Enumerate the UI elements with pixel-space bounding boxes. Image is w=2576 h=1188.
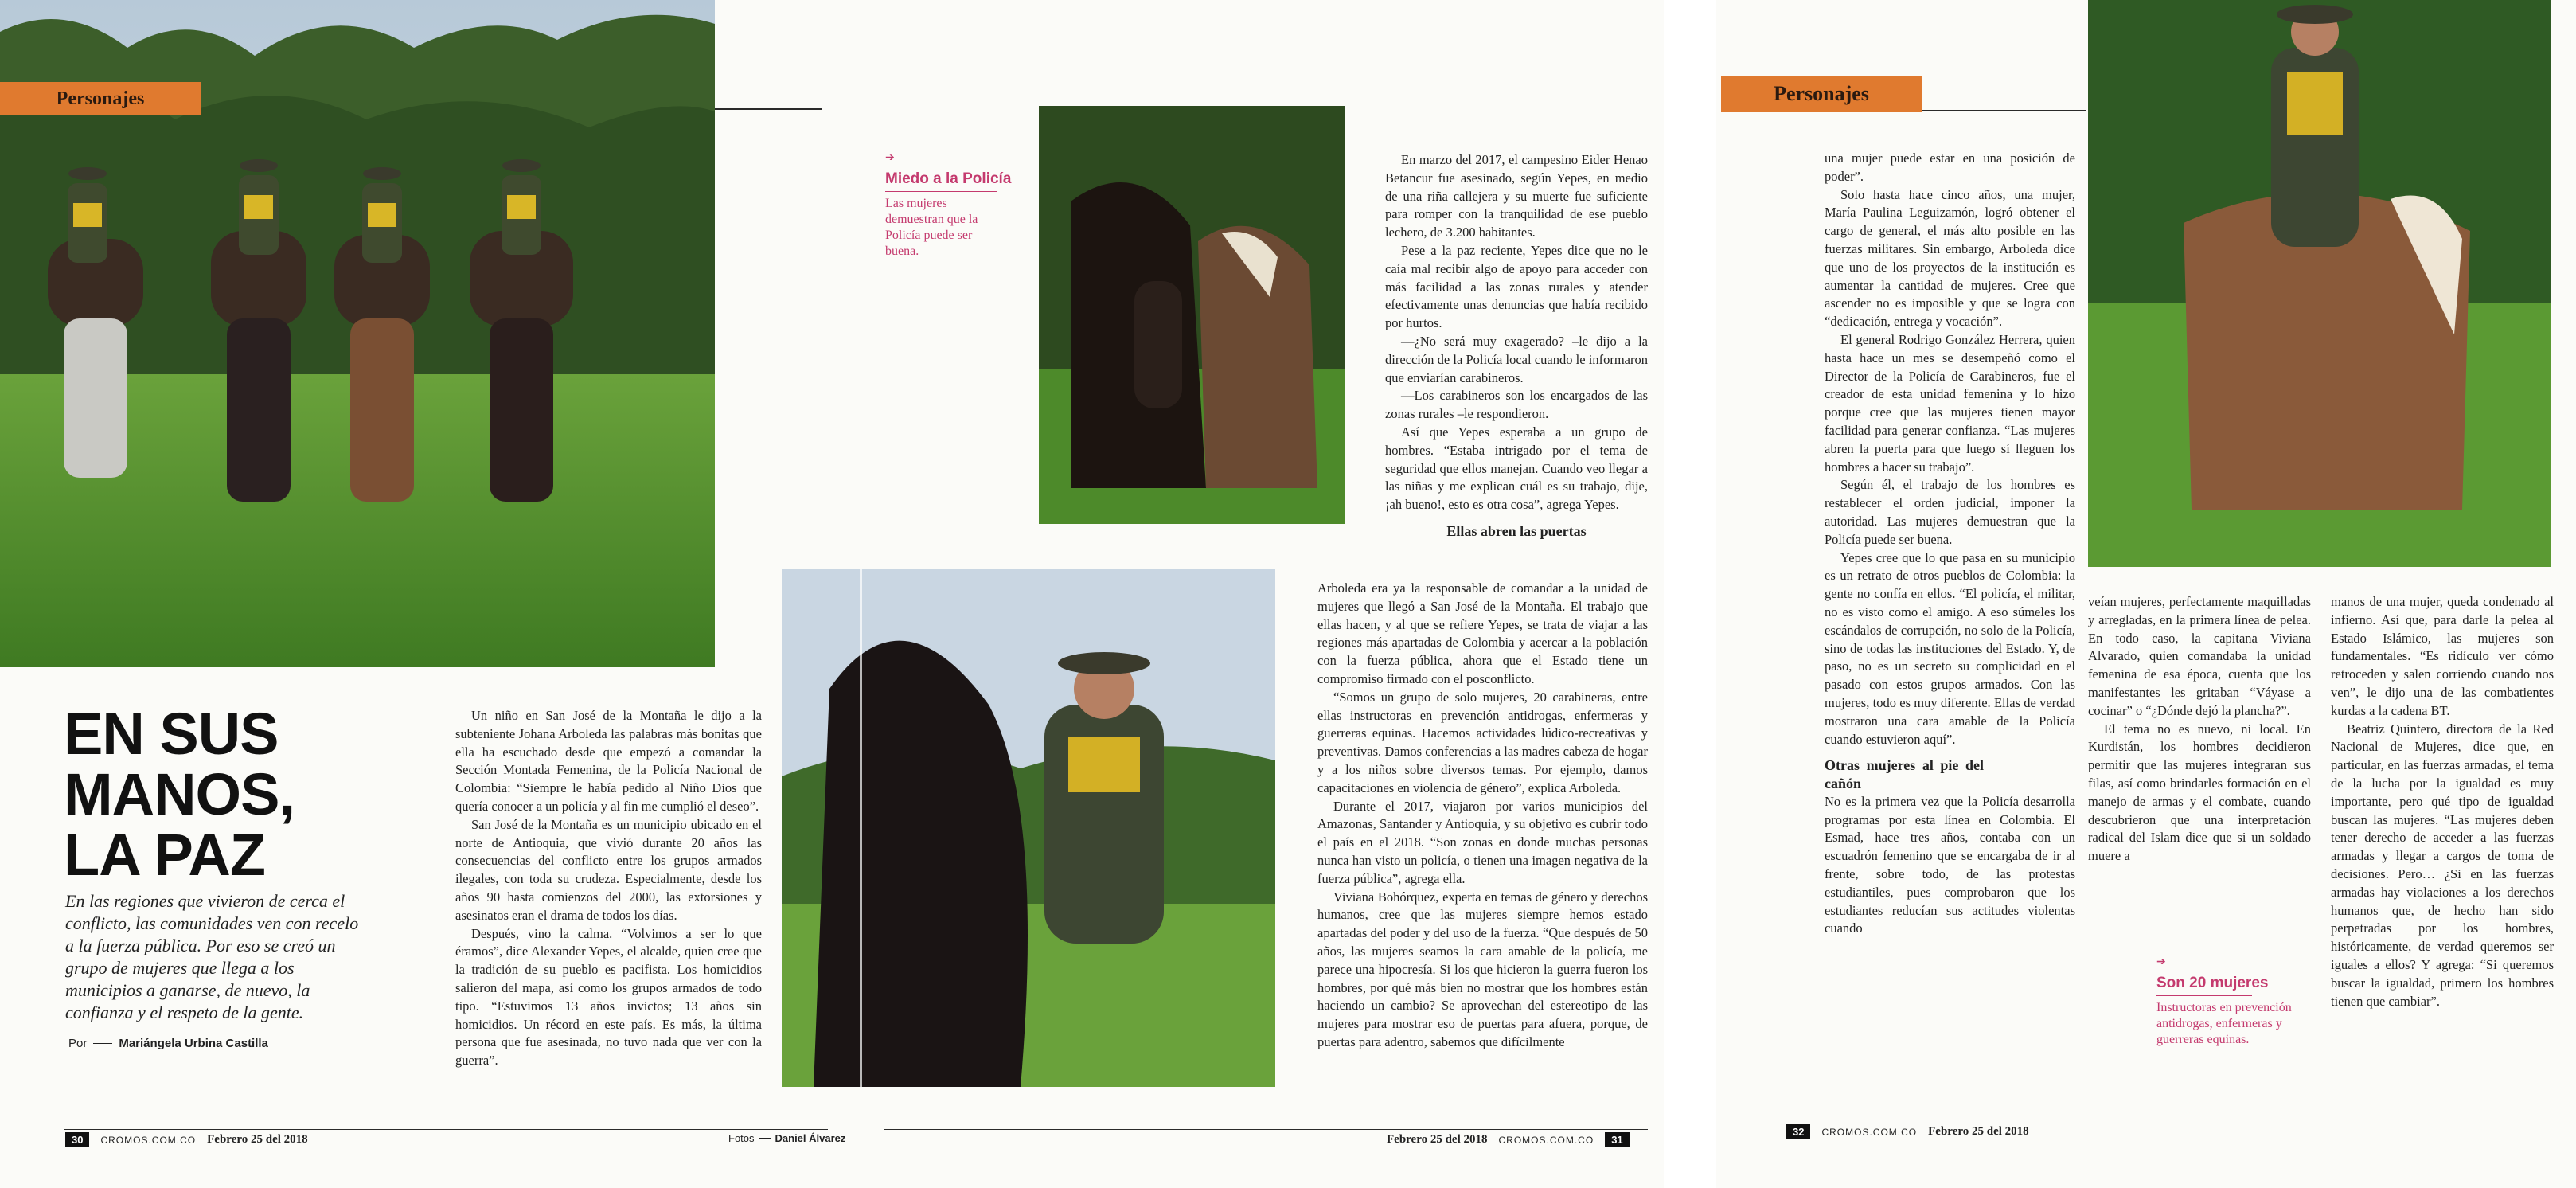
subhead: Otras mujeres al pie del cañón xyxy=(1825,757,1984,792)
paragraph: Según él, el trabajo de los hombres es restablecer el orden judicial, imponer la autoridad. Las mujeres demuestran que la Policía puede ser buena. xyxy=(1825,477,2075,547)
paragraph: “Somos un grupo de solo mujeres, 20 carabineras, entre ellas instructoras en prevención antidrogas, enfermeras y guerreras equinas. Hacemos actividades lúdico-recreativas y preventivas. Damos conferencias a las madres cabeza de hogar y a los niños sobre diversos temas. Por ejemplo, damos capacitaciones en violencia de género”, explica Arboleda. xyxy=(1317,689,1648,795)
photo-divider xyxy=(860,569,862,1087)
paragraph: Beatriz Quintero, directora de la Red Nacional de Mujeres, dice que, en particular, en las fuerzas armadas, el tema de la lucha por la igualdad es muy importante, pero qué tipo de igualdad buscan las mujeres. “Las mujeres deben tener derecho de acceder a las fuerzas armadas y llegar a cargos de toma de decisiones. Pero… ¿Si en las fuerzas armadas hay violaciones a los derechos humanos que, de hecho han sido perpetradas por los hombres, históricamente, de verdad queremos ser iguales a ellos? Y agrega: “Si queremos buscar la igualdad, primero los hombres tienen que cambiar”. xyxy=(2331,721,2554,1009)
deck: En las regiones que vivieron de cerca el conflicto, las comunidades ven con recelo a la fuerza pública. Por eso se creó un grupo de mujeres que llega a los municipios a ganarse, de nuevo, la confianza y el respeto de la gente. xyxy=(65,891,359,1022)
sidebar-arrow-icon: ➔ xyxy=(885,152,895,164)
photo-credit-prefix: Fotos xyxy=(728,1132,755,1144)
page-number: 32 xyxy=(1786,1124,1810,1139)
paragraph: Viviana Bohórquez, experta en temas de género y derechos humanos, cree que las mujeres siempre hemos estado apartadas del poder y del uso de la fuerza. “Que después de 50 años, las mujeres seamos la cara amable de la policía, me parece una hipocresía. Si los que hicieron la guerra fueron los hombres, por qué más bien no mostrar que los hombres están haciendo un cambio? Se aprovechan del estereotipo de las mujeres para mostrar eso de puertas para afuera, porque, de puertas para adentro, sabemos que difícilmente xyxy=(1317,889,1648,1049)
sidebar-title: Miedo a la Policía xyxy=(885,170,1012,187)
horses-image xyxy=(1039,106,1345,524)
footer-date: Febrero 25 del 2018 xyxy=(1387,1133,1488,1146)
paragraph: En marzo del 2017, el campesino Eider Henao Betancur fue asesinado, según Yepes, en medio de una riña callejera y su muerte fue suficiente para romper con la tranquilidad de ese pueblo lechero, de 3.200 habitantes. xyxy=(1385,152,1648,240)
footer-rule-right xyxy=(884,1129,1648,1130)
subhead: Ellas abren las puertas xyxy=(1446,522,1587,539)
headline-line-2: MANOS, xyxy=(64,761,295,827)
spread-gutter xyxy=(1664,0,1716,1188)
paragraph: No es la primera vez que la Policía desarrolla programas por esta línea en Colombia. El Esmad, hace tres años, contaba con un escuadrón femenino que se encargaba de ir al frente, sobre todo, de las protestas estudiantiles, pues comprobaron que los estudiantes reducían sus actitudes violentas cuando xyxy=(1825,793,2075,936)
footer-rule-left xyxy=(64,1129,828,1130)
footer xyxy=(1786,1124,2029,1139)
sidebar-underline xyxy=(885,191,997,192)
footer-date: Febrero 25 del 2018 xyxy=(1928,1125,2029,1138)
paragraph: Durante el 2017, viajaron por varios municipios del Amazonas, Santander y Antioquia, y su objetivo es cubrir todo el país en el 2018. “Son zonas en donde muchas personas nunca han visto un policía, o tienen una imagen negativa de la fuerza pública”, agrega ella. xyxy=(1317,798,1648,886)
byline-prefix: Por xyxy=(68,1037,88,1050)
paragraph: Pese a la paz reciente, Yepes dice que no le caía mal recibir algo de apoyo para acceder con más facilidad a las zonas rurales y atender efectivamente unas denuncias que había recibido por hurtos. xyxy=(1385,242,1648,331)
paragraph: Después, vino la calma. “Volvimos a ser lo que éramos”, dice Alexander Yepes, el alcalde, quien cree que la tradición de su pueblo es pacifista. Los homicidios salieron del mapa, así como los grupos armados de todo tipo. “Estuvimos 13 años invictos; 13 años sin homicidios. Un récord en este país. Es más, la última persona que fue asesinada, no tuvo nada que ver con la guerra”. xyxy=(455,925,762,1069)
footer-right xyxy=(1387,1132,1630,1147)
body-column-2 xyxy=(1385,151,1648,541)
footer-site: CROMOS.COM.CO xyxy=(100,1134,197,1146)
page-number: 30 xyxy=(65,1132,89,1147)
category-tag xyxy=(1721,76,1922,112)
photo-credit-name: Daniel Álvarez xyxy=(775,1132,846,1144)
paragraph: El tema no es nuevo, ni local. En Kurdistán, los hombres decidieron permitir que las mujeres integraran sus filas, así como brindarles formación en el manejo de armas y el combate, cuando descubrieron que una interpretación radical del Islam dice que si un soldado muere a xyxy=(2088,721,2311,864)
photo-credit xyxy=(728,1132,845,1144)
rider-image xyxy=(782,569,1275,1087)
byline xyxy=(68,1037,268,1050)
byline-name: Mariángela Urbina Castilla xyxy=(119,1037,268,1050)
rider-chestnut-image xyxy=(2088,0,2551,567)
headline xyxy=(64,701,398,888)
paragraph: Arboleda era ya la responsable de comandar a la unidad de mujeres que llegó a San José de la Montaña. El trabajo que ellas hacen, y al que se refiere Yepes, se trata de viajar a las regiones más apartadas de Colombia y acercar a la población con la fuerza pública, ahora que el Estado tiene un compromiso firmado con el posconflicto. xyxy=(1317,580,1648,686)
category-label: Personajes xyxy=(56,88,145,109)
sidebar-title: Son 20 mujeres xyxy=(2156,975,2269,991)
page-number: 31 xyxy=(1605,1132,1629,1147)
paragraph: una mujer puede estar en una posición de poder”. xyxy=(1825,150,2075,184)
footer-site: CROMOS.COM.CO xyxy=(1498,1134,1594,1146)
photo-horses-heads xyxy=(1039,106,1345,524)
headline-line-3: LA PAZ xyxy=(64,822,265,888)
footer-left xyxy=(65,1132,308,1147)
footer-date: Febrero 25 del 2018 xyxy=(207,1133,308,1146)
paragraph: Así que Yepes esperaba a un grupo de hombres. “Estaba intrigado por el tema de seguridad que ellos manejan. Cuando veo llegar a las niñas y me explican cuál es su trabajo, dije, ¡ah bueno!, esto es otra cosa”, agrega Yepes. xyxy=(1385,424,1648,513)
sidebar-arrow-icon: ➔ xyxy=(2156,956,2166,968)
sidebar-text: Las mujeres demuestran que la Policía puede ser buena. xyxy=(885,197,978,258)
top-rule xyxy=(715,108,822,110)
paragraph: San José de la Montaña es un municipio ubicado en el norte de Antioquia, que vivió durante 20 años las consecuencias del conflicto entre los grupos armados ilegales, con toda su crudeza. Especialmente, desde los años 90 hasta comienzos del 2000, las extorsiones y asesinatos eran el drama de todos los días. xyxy=(455,816,762,923)
footer-site: CROMOS.COM.CO xyxy=(1821,1126,1918,1138)
body-column-1 xyxy=(455,707,762,1070)
paragraph: Yepes cree que lo que pasa en su municipio es un retrato de otros pueblos de Colombia: la gente no confía en ellos. “El policía, el militar, no es visto como el amigo. A eso súmeles los escándalos de corrupción, no solo de la Policía, sino de todas las instituciones del Estado. Y, de paso, no es un secreto su complicidad en el pasado con estos grupos armados. Con las mujeres, todo es muy diferente. Ellas de verdad mostraron una cara amable de la Policía cuando estuvieron aquí”. xyxy=(1825,549,2075,747)
paragraph: —¿No será muy exagerado? –le dijo a la dirección de la Policía local cuando le informaron que enviarían carabineros. xyxy=(1385,333,1648,385)
paragraph: Solo hasta hace cinco años, una mujer, María Paulina Leguizamón, logró obtener el cargo de general, el más alto posible en las fuerzas militares. Sin embargo, Arboleda dice que uno de los proyectos de la institución es aumentar la cantidad de mujeres. Cree que ascender no es imposible y que se logra con “dedicación, entrega y vocación”. xyxy=(1825,186,2075,330)
sidebar-text: Instructoras en prevención antidrogas, enfermeras y guerreras equinas. xyxy=(2156,1001,2292,1046)
spread-right xyxy=(1716,0,2576,1188)
body-column-2 xyxy=(2088,593,2311,866)
top-rule xyxy=(1922,110,2086,111)
photo-rider-chestnut-horse xyxy=(2088,0,2551,567)
headline-line-1: EN SUS xyxy=(64,701,279,767)
body-column-2b xyxy=(1317,580,1648,1052)
paragraph: El general Rodrigo González Herrera, quien hasta hace un mes se desempeñó como el Director de la Policía de Carabineros, fue el creador de esta unidad femenina y lo hizo porque cree que las mujeres tienen mayor facilidad para generar confianza. “Las mujeres abren la puerta para que luego sí lleguen los hombres a hacer su trabajo”. xyxy=(1825,331,2075,475)
body-column-1 xyxy=(1825,150,2075,938)
sidebar-underline xyxy=(2156,995,2252,996)
photo-rider-black-horse xyxy=(782,569,1275,1087)
paragraph: manos de una mujer, queda condenado al infierno. Así que, para darle la pelea al Estado Islámico, las mujeres son fundamentales. “Es ridículo ver cómo retroceden y salen corriendo cuando nos ven”, le dijo una de las combatientes kurdas a la cadena BT. xyxy=(2331,594,2554,718)
category-tag xyxy=(0,82,201,115)
paragraph: —Los carabineros son los encargados de las zonas rurales –le respondieron. xyxy=(1385,388,1648,422)
category-label: Personajes xyxy=(1774,82,1869,105)
paragraph: Un niño en San José de la Montaña le dijo a la subteniente Johana Arboleda las palabras más bonitas que ella ha escuchado desde que empezó a comandar la Sección Montada Femenina, de la Policía Nacional de Colombia: “Siempre le había pedido al Niño Dios que quería conocer a un policía y al fin me cumplió el deseo”. xyxy=(455,708,762,814)
paragraph: veían mujeres, perfectamente maquilladas y arregladas, en la primera línea de pelea. En todo caso, la capitana Viviana Alvarado, quien comandaba la unidad femenina de esa época, cuenta que los manifestantes les gritaban “Váyase a cocinar” o “¿Dónde dejó la plancha?”. xyxy=(2088,594,2311,718)
body-column-3 xyxy=(2331,593,2554,1010)
